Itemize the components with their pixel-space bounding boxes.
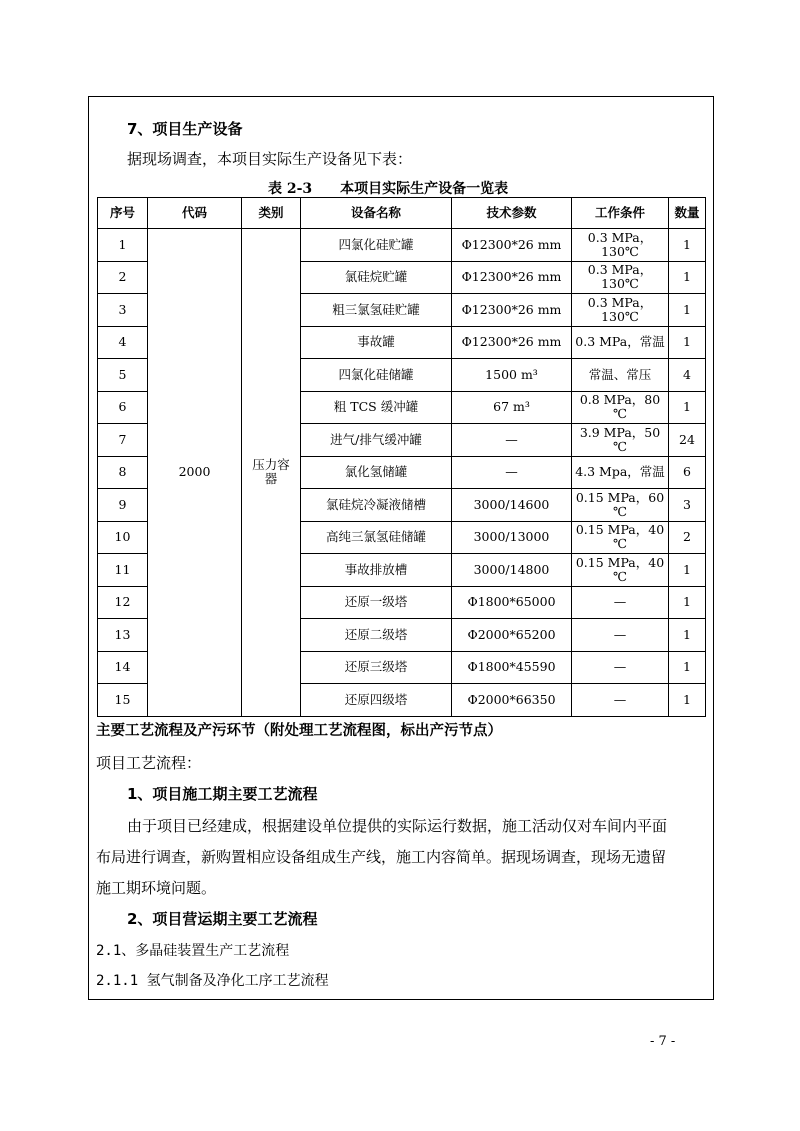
section-intro: 据现场调查，本项目实际生产设备见下表： <box>127 150 413 168</box>
work-condition-cell: — <box>572 651 669 684</box>
subsection-2-1-1: 2.1.1 氢气制备及净化工序工艺流程 <box>96 973 329 989</box>
paragraph-line: 布局进行调查，新购置相应设备组成生产线，施工内容简单。据现场调查，现场无遗留 <box>96 848 667 866</box>
row-index-cell: 8 <box>98 456 148 489</box>
equipment-name-cell: 四氯化硅储罐 <box>301 359 452 392</box>
tech-param-cell: Φ12300*26 mm <box>452 294 572 327</box>
row-index-cell: 9 <box>98 489 148 522</box>
header-cell: 技术参数 <box>452 198 572 229</box>
header-cell: 工作条件 <box>572 198 669 229</box>
equipment-table <box>97 197 706 717</box>
equipment-name-cell: 粗三氯氢硅贮罐 <box>301 294 452 327</box>
work-condition-cell: — <box>572 586 669 619</box>
row-index-cell: 13 <box>98 619 148 652</box>
work-condition-cell: 0.3 MPa，130℃ <box>572 294 669 327</box>
tech-param-cell: Φ1800*65000 <box>452 586 572 619</box>
paragraph-line: 由于项目已经建成，根据建设单位提供的实际运行数据，施工活动仅对车间内平面 <box>127 817 668 835</box>
row-index-cell: 4 <box>98 326 148 359</box>
row-index-cell: 11 <box>98 554 148 587</box>
work-condition-cell: 0.15 MPa，40 ℃ <box>572 554 669 587</box>
quantity-cell: 2 <box>669 521 706 554</box>
quantity-cell: 1 <box>669 684 706 717</box>
tech-param-cell: 3000/13000 <box>452 521 572 554</box>
subsection-2-1: 2.1、多晶硅装置生产工艺流程 <box>96 943 290 959</box>
section-title: 7、项目生产设备 <box>127 120 243 138</box>
code-cell: 2000 <box>148 229 242 717</box>
work-condition-cell: 4.3 Mpa，常温 <box>572 456 669 489</box>
quantity-cell: 1 <box>669 229 706 262</box>
table-row <box>98 229 706 262</box>
row-index-cell: 2 <box>98 261 148 294</box>
equipment-name-cell: 进气/排气缓冲罐 <box>301 424 452 457</box>
quantity-cell: 6 <box>669 456 706 489</box>
table-caption: 表 2-3 本项目实际生产设备一览表 <box>268 181 509 197</box>
quantity-cell: 1 <box>669 294 706 327</box>
quantity-cell: 3 <box>669 489 706 522</box>
tech-param-cell: 1500 m³ <box>452 359 572 392</box>
work-condition-cell: 3.9 MPa，50 ℃ <box>572 424 669 457</box>
tech-param-cell: 3000/14600 <box>452 489 572 522</box>
work-condition-cell: 0.3 MPa，130℃ <box>572 229 669 262</box>
quantity-cell: 4 <box>669 359 706 392</box>
quantity-cell: 1 <box>669 554 706 587</box>
work-condition-cell: — <box>572 619 669 652</box>
work-condition-cell: — <box>572 684 669 717</box>
equipment-name-cell: 四氯化硅贮罐 <box>301 229 452 262</box>
work-condition-cell: 0.8 MPa，80 ℃ <box>572 391 669 424</box>
equipment-name-cell: 还原三级塔 <box>301 651 452 684</box>
equipment-name-cell: 氯硅烷冷凝液储槽 <box>301 489 452 522</box>
header-cell: 类别 <box>242 198 301 229</box>
row-index-cell: 7 <box>98 424 148 457</box>
equipment-name-cell: 高纯三氯氢硅储罐 <box>301 521 452 554</box>
tech-param-cell: — <box>452 456 572 489</box>
equipment-name-cell: 氯化氢储罐 <box>301 456 452 489</box>
equipment-name-cell: 粗 TCS 缓冲罐 <box>301 391 452 424</box>
quantity-cell: 1 <box>669 326 706 359</box>
equipment-name-cell: 还原一级塔 <box>301 586 452 619</box>
tech-param-cell: Φ12300*26 mm <box>452 229 572 262</box>
work-condition-cell: 0.3 MPa，130℃ <box>572 261 669 294</box>
row-index-cell: 10 <box>98 521 148 554</box>
process-heading: 主要工艺流程及产污环节（附处理工艺流程图，标出产污节点） <box>96 723 502 739</box>
tech-param-cell: 3000/14800 <box>452 554 572 587</box>
quantity-cell: 1 <box>669 651 706 684</box>
equipment-name-cell: 还原二级塔 <box>301 619 452 652</box>
header-cell: 数量 <box>669 198 706 229</box>
tech-param-cell: Φ1800*45590 <box>452 651 572 684</box>
work-condition-cell: 常温、常压 <box>572 359 669 392</box>
tech-param-cell: Φ12300*26 mm <box>452 326 572 359</box>
tech-param-cell: Φ2000*66350 <box>452 684 572 717</box>
work-condition-cell: 0.3 MPa，常温 <box>572 326 669 359</box>
row-index-cell: 1 <box>98 229 148 262</box>
header-cell: 设备名称 <box>301 198 452 229</box>
equipment-name-cell: 氯硅烷贮罐 <box>301 261 452 294</box>
process-label: 项目工艺流程： <box>96 754 202 772</box>
row-index-cell: 3 <box>98 294 148 327</box>
tech-param-cell: Φ12300*26 mm <box>452 261 572 294</box>
paragraph-line: 施工期环境问题。 <box>96 879 217 897</box>
subsection-2-title: 2、项目营运期主要工艺流程 <box>127 910 318 928</box>
row-index-cell: 6 <box>98 391 148 424</box>
row-index-cell: 14 <box>98 651 148 684</box>
quantity-cell: 1 <box>669 261 706 294</box>
quantity-cell: 1 <box>669 619 706 652</box>
header-cell: 序号 <box>98 198 148 229</box>
table-header-row <box>98 198 706 229</box>
row-index-cell: 15 <box>98 684 148 717</box>
quantity-cell: 1 <box>669 391 706 424</box>
work-condition-cell: 0.15 MPa，40 ℃ <box>572 521 669 554</box>
tech-param-cell: 67 m³ <box>452 391 572 424</box>
work-condition-cell: 0.15 MPa，60 ℃ <box>572 489 669 522</box>
tech-param-cell: Φ2000*65200 <box>452 619 572 652</box>
equipment-name-cell: 事故排放槽 <box>301 554 452 587</box>
page-number: - 7 - <box>650 1034 676 1049</box>
category-cell: 压力容器 <box>242 229 301 717</box>
subsection-1-title: 1、项目施工期主要工艺流程 <box>127 785 318 803</box>
header-cell: 代码 <box>148 198 242 229</box>
tech-param-cell: — <box>452 424 572 457</box>
quantity-cell: 24 <box>669 424 706 457</box>
row-index-cell: 12 <box>98 586 148 619</box>
row-index-cell: 5 <box>98 359 148 392</box>
equipment-name-cell: 事故罐 <box>301 326 452 359</box>
equipment-name-cell: 还原四级塔 <box>301 684 452 717</box>
quantity-cell: 1 <box>669 586 706 619</box>
